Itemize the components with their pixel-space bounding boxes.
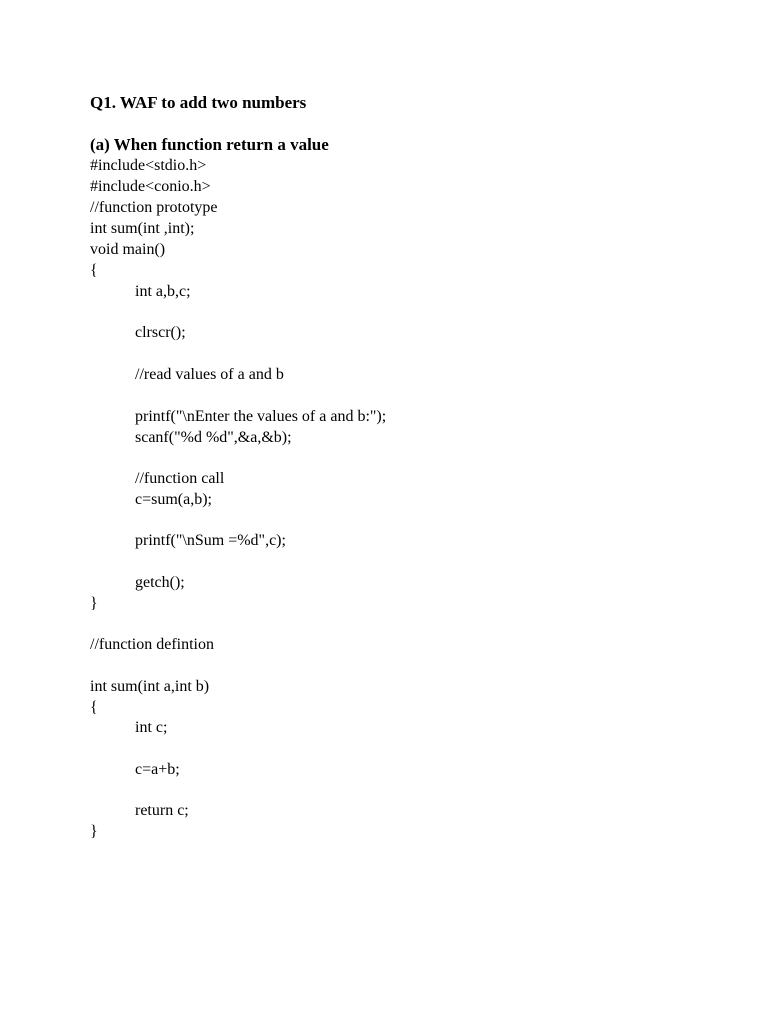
code-brace-open: {: [90, 699, 98, 716]
code-line: int c;: [135, 719, 168, 736]
code-line: int sum(int ,int);: [90, 220, 195, 237]
code-brace-open: {: [90, 262, 98, 279]
code-line: clrscr();: [135, 324, 186, 341]
code-comment: //read values of a and b: [135, 366, 284, 383]
code-brace-close: }: [90, 823, 98, 840]
code-line: printf("\nSum =%d",c);: [135, 532, 286, 549]
code-line: getch();: [135, 574, 185, 591]
code-line: void main(): [90, 241, 166, 258]
code-line: int sum(int a,int b): [90, 678, 210, 695]
code-brace-close: }: [90, 595, 98, 612]
code-comment: //function call: [135, 470, 225, 487]
code-line: c=sum(a,b);: [135, 491, 212, 508]
code-line: #include<conio.h>: [90, 178, 211, 195]
code-line: scanf("%d %d",&a,&b);: [135, 429, 292, 446]
code-line: #include<stdio.h>: [90, 157, 207, 174]
code-comment: //function prototype: [90, 199, 218, 216]
code-line: int a,b,c;: [135, 283, 191, 300]
document-title: Q1. WAF to add two numbers: [90, 93, 307, 112]
code-line: c=a+b;: [135, 761, 180, 778]
code-line: return c;: [135, 802, 189, 819]
code-comment: //function defintion: [90, 636, 214, 653]
code-line: printf("\nEnter the values of a and b:");: [135, 408, 387, 425]
section-heading: (a) When function return a value: [90, 135, 329, 154]
